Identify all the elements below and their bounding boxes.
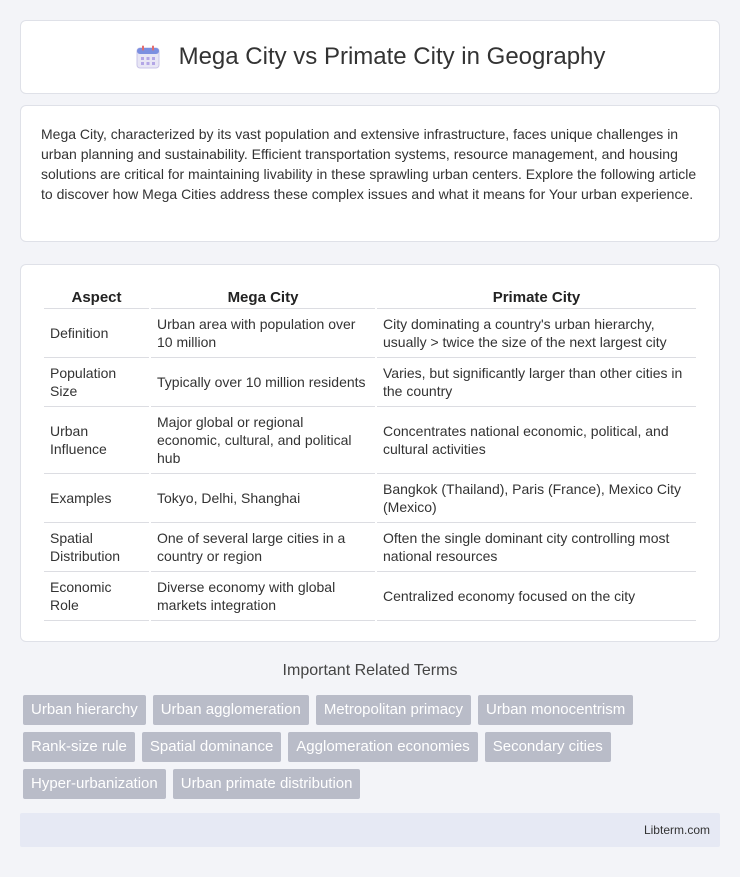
table-cell-mega-city: Diverse economy with global markets integration [151, 572, 375, 621]
table-cell-primate-city: City dominating a country's urban hierarchy, usually > twice the size of the next largest city [377, 309, 696, 358]
table-cell-mega-city: Major global or regional economic, cultural, and political hub [151, 407, 375, 474]
table-row [44, 572, 696, 621]
table-cell-mega-city: Typically over 10 million residents [151, 358, 375, 407]
related-term-tag[interactable]: Rank-size rule [23, 732, 135, 762]
related-term-tag[interactable]: Urban monocentrism [478, 695, 633, 725]
related-terms-title: Important Related Terms [282, 662, 458, 679]
comparison-table [42, 283, 698, 621]
table-header-row [44, 283, 696, 309]
table-row [44, 309, 696, 358]
table-cell-primate-city: Concentrates national economic, political, and cultural activities [377, 407, 696, 474]
footer-site-link[interactable]: Libterm.com [643, 823, 710, 837]
table-cell-aspect: Urban Influence [44, 407, 149, 474]
table-cell-mega-city: One of several large cities in a country or region [151, 523, 375, 572]
table-row [44, 407, 696, 474]
intro-text: Mega City, characterized by its vast population and extensive infrastructure, faces unique challenges in urban planning and sustainability. Efficient transportation systems, resource management, and housing solutions are critical for maintaining livability in these sprawling urban centers. Explore the following article to discover how Mega Cities address these complex issues and what it means for Your urban experience. [41, 126, 697, 202]
table-cell-aspect: Population Size [44, 358, 149, 407]
related-term-tag[interactable]: Urban agglomeration [153, 695, 309, 725]
table-row [44, 523, 696, 572]
table-row [44, 358, 696, 407]
table-cell-aspect: Definition [44, 309, 149, 358]
table-cell-primate-city: Often the single dominant city controlling most national resources [377, 523, 696, 572]
header-mega-city: Mega City [151, 283, 375, 309]
related-term-tag[interactable]: Secondary cities [485, 732, 611, 762]
table-cell-primate-city: Varies, but significantly larger than other cities in the country [377, 358, 696, 407]
table-cell-aspect: Spatial Distribution [44, 523, 149, 572]
related-term-tag[interactable]: Spatial dominance [142, 732, 281, 762]
related-term-tag[interactable]: Metropolitan primacy [316, 695, 471, 725]
related-term-tag[interactable]: Urban primate distribution [173, 769, 361, 799]
comparison-table-card [20, 264, 720, 642]
table-cell-primate-city: Centralized economy focused on the city [377, 572, 696, 621]
calendar-icon [135, 44, 161, 70]
title-card [20, 20, 720, 94]
related-term-tag[interactable]: Agglomeration economies [288, 732, 477, 762]
header-aspect: Aspect [44, 283, 149, 309]
table-cell-mega-city: Tokyo, Delhi, Shanghai [151, 474, 375, 523]
table-row [44, 474, 696, 523]
related-term-tag[interactable]: Urban hierarchy [23, 695, 146, 725]
header-primate-city: Primate City [377, 283, 696, 309]
footer [20, 813, 720, 847]
related-term-tag[interactable]: Hyper-urbanization [23, 769, 166, 799]
table-cell-aspect: Examples [44, 474, 149, 523]
intro-card [20, 105, 720, 242]
table-cell-aspect: Economic Role [44, 572, 149, 621]
page-title: Mega City vs Primate City in Geography [178, 43, 606, 70]
table-cell-primate-city: Bangkok (Thailand), Paris (France), Mexico City (Mexico) [377, 474, 696, 523]
table-cell-mega-city: Urban area with population over 10 million [151, 309, 375, 358]
related-terms-list [23, 695, 723, 799]
